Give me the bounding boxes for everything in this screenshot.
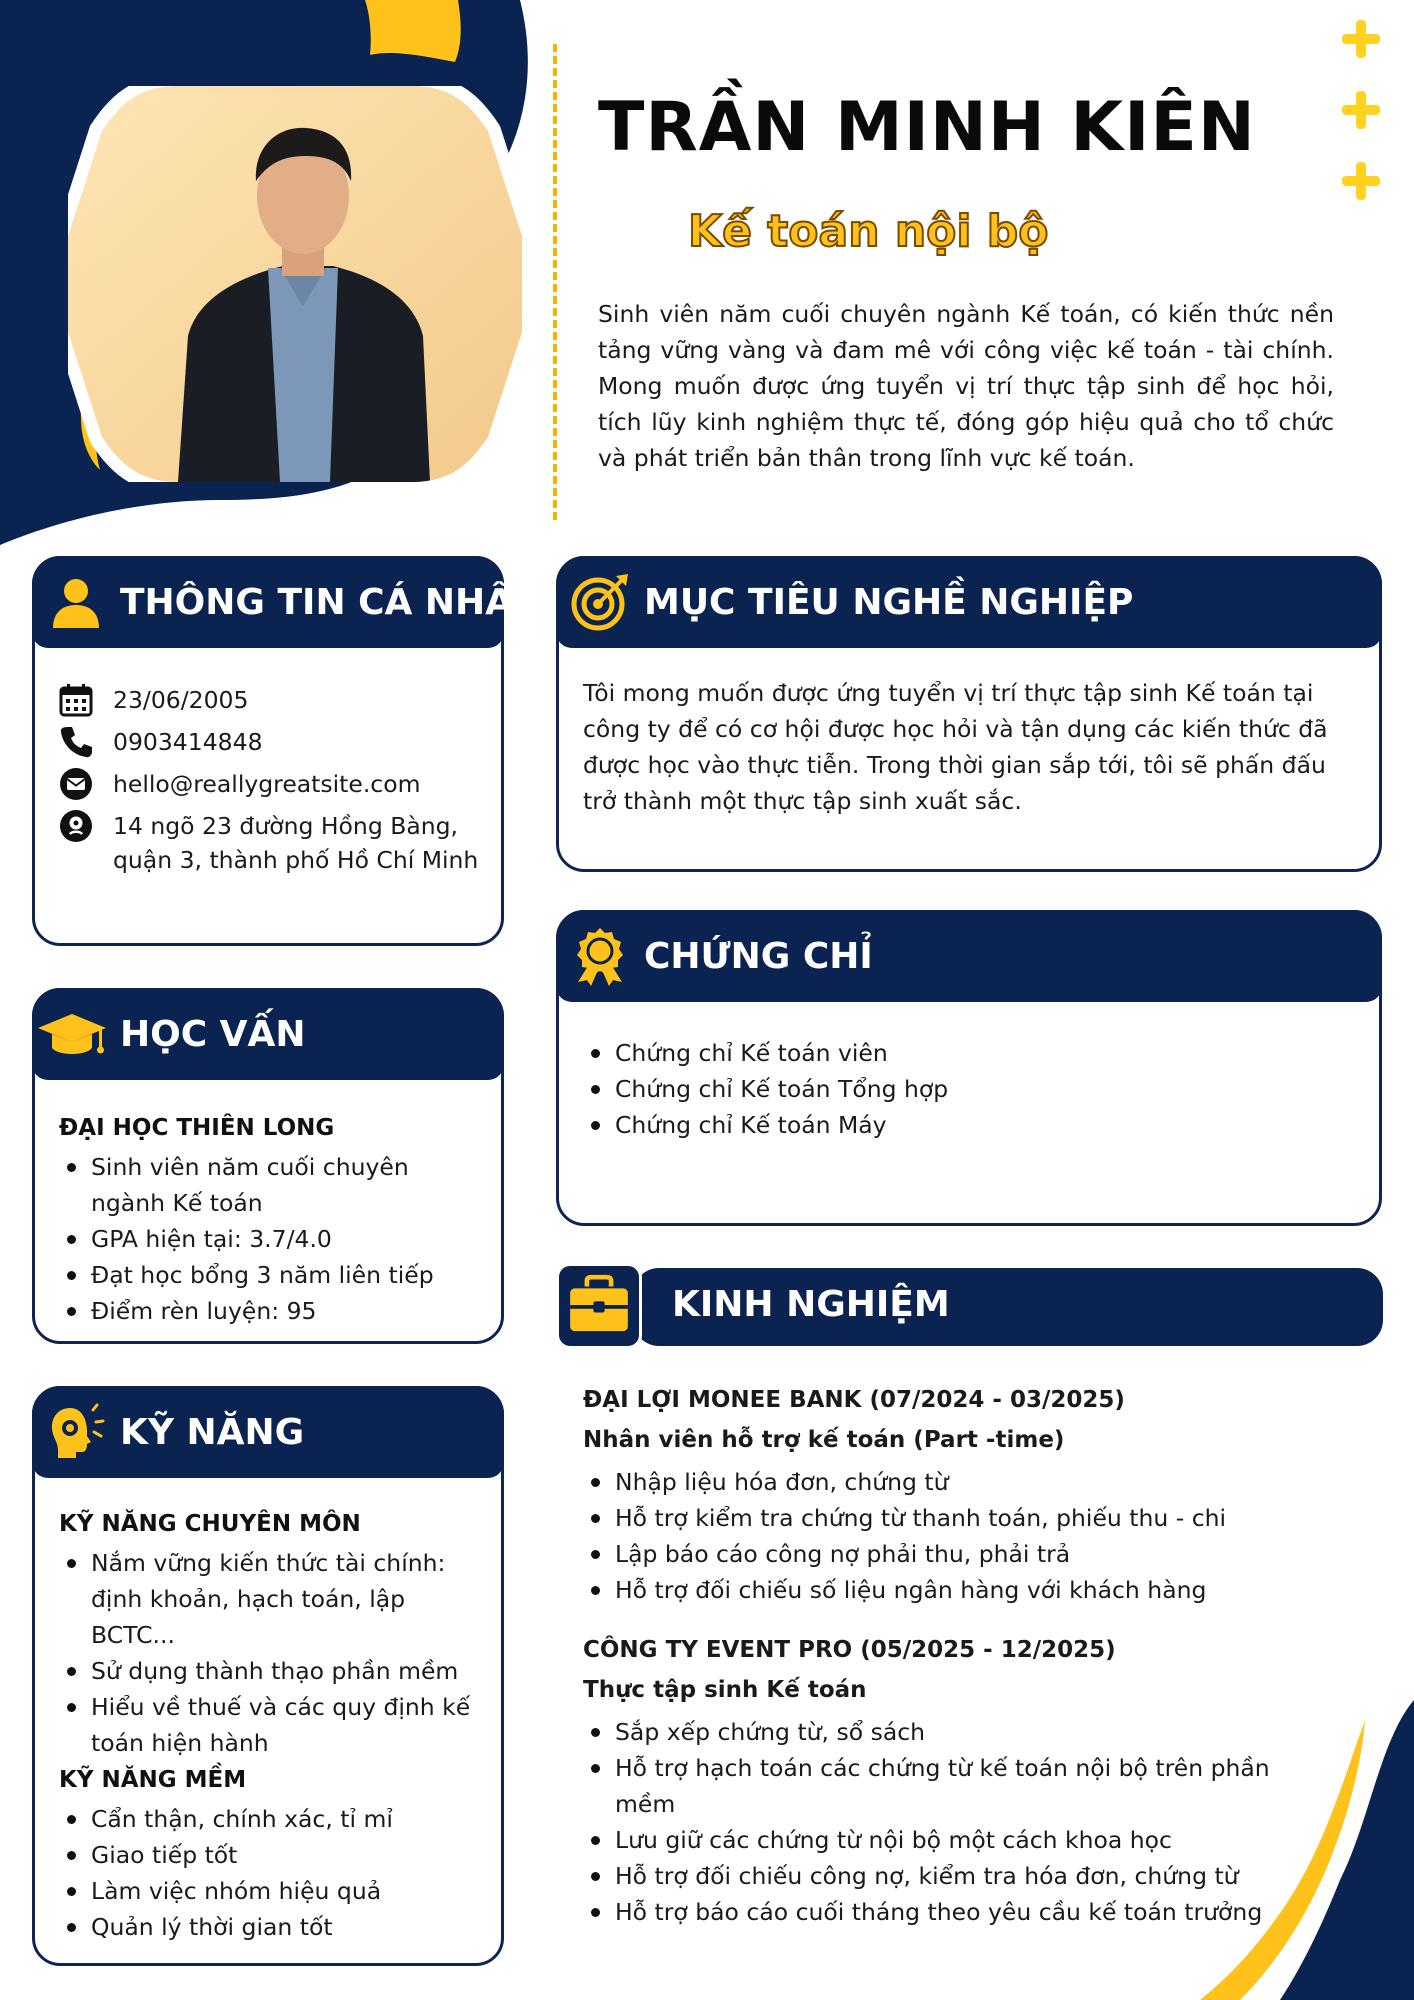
list-item: Hỗ trợ kiểm tra chứng từ thanh toán, phiếu thu - chi bbox=[583, 1500, 1303, 1536]
list-item: Hiểu về thuế và các quy định kế toán hiện hành bbox=[59, 1689, 479, 1761]
phone-row bbox=[59, 725, 479, 759]
certificates-card bbox=[556, 910, 1382, 1226]
plus-icon bbox=[1342, 162, 1380, 200]
job-role: Thực tập sinh Kế toán bbox=[583, 1677, 867, 1703]
list-item: Nhập liệu hóa đơn, chứng từ bbox=[583, 1464, 1303, 1500]
education-header bbox=[32, 988, 504, 1080]
objective-title: MỤC TIÊU NGHỀ NGHIỆP bbox=[644, 581, 1134, 623]
list-item: Quản lý thời gian tốt bbox=[59, 1909, 479, 1945]
award-badge-icon bbox=[570, 926, 630, 986]
target-icon bbox=[570, 572, 630, 632]
plus-icon bbox=[1342, 20, 1380, 58]
experience-body bbox=[583, 1380, 1303, 1952]
objective-card bbox=[556, 556, 1382, 872]
company-name: ĐẠI LỢI MONEE BANK (07/2024 - 03/2025) bbox=[583, 1387, 1125, 1413]
list-item: Giao tiếp tốt bbox=[59, 1837, 479, 1873]
location-icon bbox=[59, 809, 93, 843]
certificates-header bbox=[556, 910, 1382, 1002]
dob-row bbox=[59, 683, 479, 717]
school-name: ĐẠI HỌC THIÊN LONG bbox=[59, 1115, 335, 1141]
briefcase-icon bbox=[556, 1263, 642, 1349]
phone-text: 0903414848 bbox=[113, 728, 263, 756]
list-item: Làm việc nhóm hiệu quả bbox=[59, 1873, 479, 1909]
list-item: Đạt học bổng 3 năm liên tiếp bbox=[59, 1257, 479, 1293]
profile-photo bbox=[68, 86, 522, 482]
email-text: hello@reallygreatsite.com bbox=[113, 770, 421, 798]
job-entry bbox=[583, 1630, 1303, 1930]
list-item: Điểm rèn luyện: 95 bbox=[59, 1293, 479, 1329]
list-item: Sinh viên năm cuối chuyên ngành Kế toán bbox=[59, 1149, 479, 1221]
list-item: Cẩn thận, chính xác, tỉ mỉ bbox=[59, 1801, 479, 1837]
certificates-list bbox=[583, 1035, 1357, 1143]
education-list bbox=[59, 1149, 479, 1329]
experience-title: KINH NGHIỆM bbox=[672, 1284, 950, 1325]
job-role: Nhân viên hỗ trợ kế toán (Part -time) bbox=[583, 1427, 1065, 1453]
list-item: GPA hiện tại: 3.7/4.0 bbox=[59, 1221, 479, 1257]
lightbulb-head-icon bbox=[46, 1402, 106, 1462]
skills-title: KỸ NĂNG bbox=[120, 1411, 305, 1453]
phone-icon bbox=[59, 725, 93, 759]
address-text: 14 ngõ 23 đường Hồng Bàng, quận 3, thành phố Hồ Chí Minh bbox=[113, 812, 479, 874]
personal-info-card bbox=[32, 556, 544, 946]
user-icon bbox=[46, 572, 106, 632]
job-duties-list bbox=[583, 1714, 1303, 1930]
hard-skills-title: KỸ NĂNG CHUYÊN MÔN bbox=[59, 1511, 361, 1537]
calendar-icon bbox=[59, 683, 93, 717]
header-divider bbox=[553, 44, 557, 520]
list-item: Hỗ trợ đối chiếu số liệu ngân hàng với khách hàng bbox=[583, 1572, 1303, 1608]
list-item: Lập báo cáo công nợ phải thu, phải trả bbox=[583, 1536, 1303, 1572]
skills-header bbox=[32, 1386, 504, 1478]
email-icon bbox=[59, 767, 93, 801]
list-item: Lưu giữ các chứng từ nội bộ một cách khoa học bbox=[583, 1822, 1303, 1858]
candidate-name: TRẦN MINH KIÊN bbox=[598, 88, 1256, 167]
hard-skills-list bbox=[59, 1545, 479, 1761]
company-name: CÔNG TY EVENT PRO (05/2025 - 12/2025) bbox=[583, 1637, 1116, 1663]
list-item: Nắm vững kiến thức tài chính: định khoản, hạch toán, lập BCTC... bbox=[59, 1545, 479, 1653]
list-item: Hỗ trợ đối chiếu công nợ, kiểm tra hóa đơn, chứng từ bbox=[583, 1858, 1303, 1894]
education-card bbox=[32, 988, 504, 1344]
list-item: Chứng chỉ Kế toán viên bbox=[583, 1035, 1357, 1071]
dob-text: 23/06/2005 bbox=[113, 686, 249, 714]
list-item: Chứng chỉ Kế toán Máy bbox=[583, 1107, 1357, 1143]
personal-info-title: THÔNG TIN CÁ NHÂN bbox=[120, 581, 544, 623]
soft-skills-list bbox=[59, 1801, 479, 1945]
objective-text: Tôi mong muốn được ứng tuyển vị trí thực tập sinh Kế toán tại công ty để có cơ hội được học hỏi và tận dụng các kiến thức đã được học vào thực tiễn. Trong thời gian sắp tới, tôi sẽ phấn đấu trở thành một thực tập sinh xuất sắc. bbox=[583, 679, 1328, 815]
skills-card bbox=[32, 1386, 504, 1966]
soft-skills-title: KỸ NĂNG MỀM bbox=[59, 1767, 247, 1793]
personal-info-header bbox=[32, 556, 544, 648]
list-item: Chứng chỉ Kế toán Tổng hợp bbox=[583, 1071, 1357, 1107]
objective-header bbox=[556, 556, 1382, 648]
list-item: Hỗ trợ báo cáo cuối tháng theo yêu cầu kế toán trưởng bbox=[583, 1894, 1303, 1930]
education-title: HỌC VẤN bbox=[120, 1013, 306, 1055]
job-duties-list bbox=[583, 1464, 1303, 1608]
certificates-title: CHỨNG CHỈ bbox=[644, 935, 873, 977]
job-entry bbox=[583, 1380, 1303, 1608]
plus-icon bbox=[1342, 91, 1380, 129]
job-title: Kế toán nội bộ bbox=[688, 206, 1049, 257]
list-item: Sắp xếp chứng từ, sổ sách bbox=[583, 1714, 1303, 1750]
list-item: Hỗ trợ hạch toán các chứng từ kế toán nội bộ trên phần mềm bbox=[583, 1750, 1303, 1822]
list-item: Sử dụng thành thạo phần mềm bbox=[59, 1653, 479, 1689]
profile-summary: Sinh viên năm cuối chuyên ngành Kế toán, có kiến thức nền tảng vững vàng và đam mê với công việc kế toán - tài chính. Mong muốn được ứng tuyển vị trí thực tập sinh để học hỏi, tích lũy kinh nghiệm thực tế, đóng góp hiệu quả cho tổ chức và phát triển bản thân trong lĩnh vực kế toán. bbox=[598, 300, 1334, 472]
address-row bbox=[59, 809, 479, 877]
graduation-cap-icon bbox=[36, 1004, 108, 1064]
email-row bbox=[59, 767, 479, 801]
